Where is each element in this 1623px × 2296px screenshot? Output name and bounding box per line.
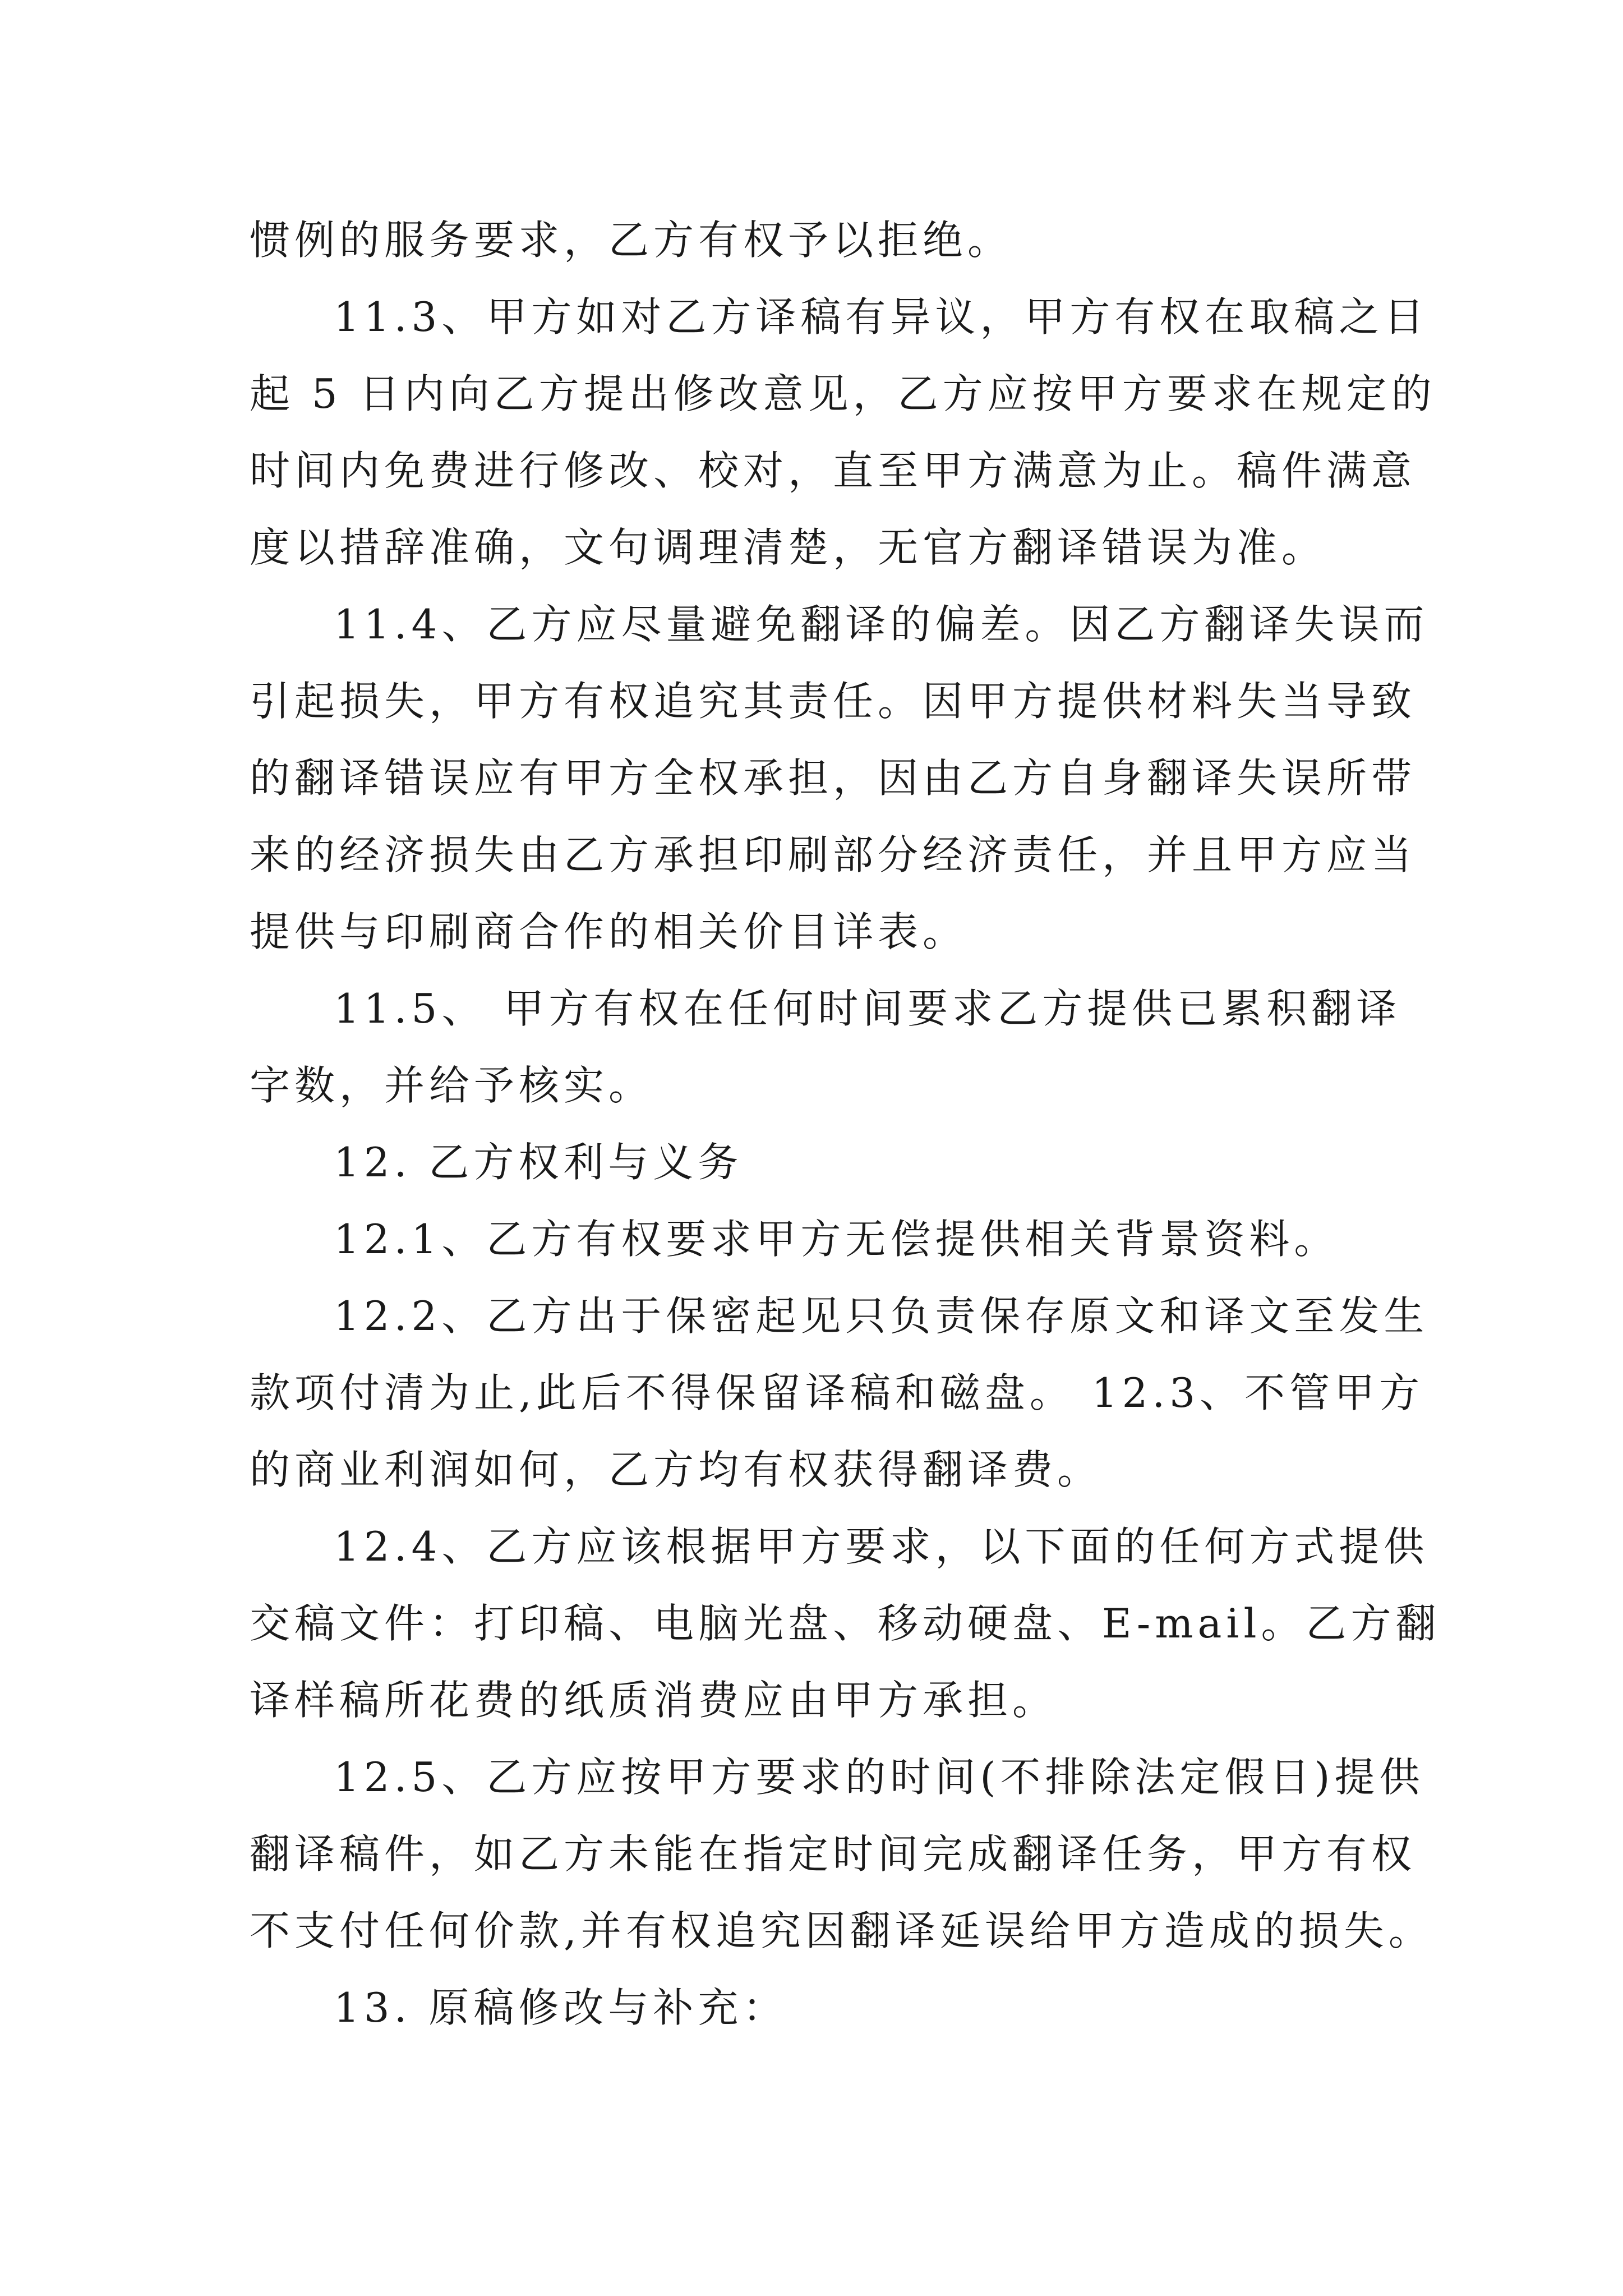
text-line: 提供与印刷商合作的相关价目详表。 <box>250 908 968 955</box>
text-line: 翻译稿件，如乙方未能在指定时间完成翻译任务，甲方有权 <box>250 1830 1417 1878</box>
text-line: 度以措辞准确，文句调理清楚，无官方翻译错误为准。 <box>250 524 1327 571</box>
text-line: 12.1、乙方有权要求甲方无偿提供相关背景资料。 <box>334 1216 1339 1263</box>
text-line: 来的经济损失由乙方承担印刷部分经济责任，并且甲方应当 <box>250 831 1417 878</box>
text-line: 引起损失，甲方有权追究其责任。因甲方提供材料失当导致 <box>250 678 1417 725</box>
paragraph-12-4 <box>250 1508 1441 1739</box>
paragraph-12-5 <box>250 1739 1433 1970</box>
text-line: 12.5、乙方应按甲方要求的时间(不排除法定假日)提供 <box>334 1754 1424 1801</box>
paragraph-11-2-tail <box>250 202 1388 279</box>
paragraph-12-1 <box>250 1201 1388 1278</box>
text-line: 11.3、甲方如对乙方译稿有异议，甲方有权在取稿之日 <box>334 293 1429 341</box>
text-line: 11.4、乙方应尽量避免翻译的偏差。因乙方翻译失误而 <box>334 601 1429 648</box>
paragraph-12-2 <box>250 1278 1429 1508</box>
paragraph-11-3 <box>250 279 1436 586</box>
text-line: 11.5、 甲方有权在任何时间要求乙方提供已累积翻译 <box>334 985 1401 1032</box>
text-line: 不支付任何价款,并有权追究因翻译延误给甲方造成的损失。 <box>250 1907 1433 1954</box>
text-line: 12. 乙方权利与义务 <box>334 1139 743 1186</box>
text-line: 译样稿所花费的纸质消费应由甲方承担。 <box>250 1677 1058 1724</box>
text-line: 字数，并给予核实。 <box>250 1062 654 1109</box>
text-line: 时间内免费进行修改、校对，直至甲方满意为止。稿件满意 <box>250 447 1417 494</box>
document-body <box>250 202 1441 2046</box>
text-line: 13. 原稿修改与补充： <box>334 1984 788 2031</box>
text-line: 的商业利润如何，乙方均有权获得翻译费。 <box>250 1446 1103 1493</box>
text-line: 的翻译错误应有甲方全权承担，因由乙方自身翻译失误所带 <box>250 754 1417 802</box>
section-heading-12 <box>250 1124 1388 1201</box>
text-line: 起 5 日内向乙方提出修改意见，乙方应按甲方要求在规定的 <box>250 370 1436 417</box>
text-line: 交稿文件：打印稿、电脑光盘、移动硬盘、E-mail。乙方翻 <box>250 1600 1441 1647</box>
paragraph-11-4 <box>250 586 1429 970</box>
text-line: 12.4、乙方应该根据甲方要求，以下面的任何方式提供 <box>334 1523 1429 1570</box>
section-heading-13 <box>250 1970 1388 2046</box>
text-line: 惯例的服务要求，乙方有权予以拒绝。 <box>250 217 1013 264</box>
text-line: 款项付清为止,此后不得保留译稿和磁盘。 12.3、不管甲方 <box>250 1369 1424 1416</box>
paragraph-11-5 <box>250 970 1401 1124</box>
text-line: 12.2、乙方出于保密起见只负责保存原文和译文至发生 <box>334 1292 1429 1340</box>
